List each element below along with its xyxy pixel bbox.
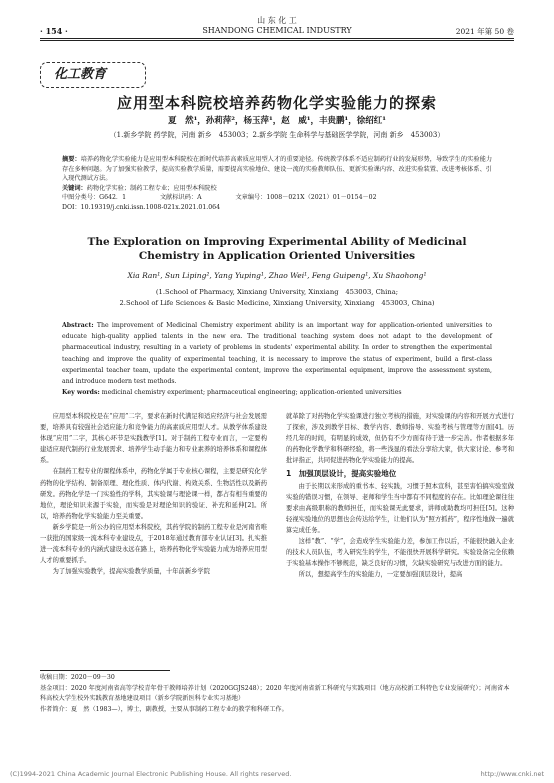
keywords-cn — [62, 184, 492, 194]
abstract-cn-paragraph — [62, 155, 492, 184]
abstract-en-text: The improvement of Medicinal Chemistry experiment ability is an important way for application-oriented universities to educate high-quality applied talents in the new era. The traditional teaching system does not adapt to the development of pharmaceutical industry, resulting in a variety of problems in students' experimental ability. In order to strengthen the experimental teaching and improve the quality of experimental teaching, it is necessary to improve the status of experiment, build a first-class experimental teacher team, update the experimental content, improve the experimental equipment, improve the assessment system, and introduce modern test methods. — [62, 322, 493, 386]
body-left-column — [40, 411, 267, 577]
copyright-text: (C)1994-2021 China Academic Journal Electronic Publishing House. All rights reserved. — [10, 770, 292, 778]
footnote-funding: 基金项目：2020 年度河南省高等学校青年骨干教师培养计划（2020GGJS248）；2020 年度河南省新工科研究与实践项目（地方高校新工科特色专业发展研究）；河南省本科高校大学生校外实践教育基地建设项目（新乡学院新医科专业实习基地） — [40, 684, 510, 702]
authors-en: Xia Ran¹, Sun Liping², Yang Yuping¹, Zhao Wei¹, Feng Guipeng¹, Xu Shaohong¹ — [127, 271, 427, 280]
cnki-link[interactable]: http://www.cnki.net — [480, 770, 544, 778]
keywords-en — [62, 387, 492, 398]
body-paragraph: 就革除了对药物化学实验课进行独立考核的措施，对实验课的内容和开展方式进行了探索，涉及到教学目标、教学内容、教师指导、实验考核与管理等方面[4]。历经几年的时间，有明显的成效，但仍有不少方面有待于进一步完善。作者根据多年的药物化学教学和科研经验，将一些浅显的看法分享给大家，供大家讨论、参考和批评指正，共同促进药物化学实验能力的提高。 — [286, 413, 514, 465]
page-number: · 154 · — [40, 26, 68, 36]
keywords-en-text: medicinal chemistry experiment; pharmaceutical engineering; application-oriented universities — [101, 389, 402, 397]
body-paragraph: 为了加强实验教学，提高实验教学质量，十年前新乡学院 — [52, 568, 211, 576]
journal-name-en: SHANDONG CHEMICAL INDUSTRY — [202, 26, 352, 35]
classification-line — [62, 193, 492, 203]
abstract-en-label: Abstract: — [62, 322, 94, 329]
article-title-en: The Exploration on Improving Experimental Ability of Medicinal Chemistry in Application Oriented Universities — [87, 236, 467, 262]
article-title-cn: 应用型本科院校培养药物化学实验能力的探索 — [116, 94, 437, 112]
affiliation-cn: （1.新乡学院 药学院，河南 新乡 453003；2.新乡学院 生命科学与基础医学学院，河南 新乡 453003） — [109, 131, 445, 139]
section-heading: 1 加强顶层设计，提高实验地位 — [286, 469, 397, 479]
document-code: 文献标识码：A — [159, 194, 202, 201]
footnotes — [40, 673, 514, 715]
abstract-en-paragraph — [62, 320, 492, 387]
issue-info: 2021 年第 50 卷 — [455, 27, 514, 36]
body-paragraph: 应用型本科院校是在“应用”二字，要求在新时代满足和适应经济与社会发展需要，培养具有较强社会适应能力和竞争能力的高素质应用型人才。从教学体系建设体现“应用”二字，其核心环节是实践教学[1]。对于制药工程专业而言，一定要构建适应现代制药行业发展需求、培养学生动手能力和专业素养的培养体系和课程体系。 — [40, 413, 267, 465]
clc-number: 中图分类号：G642．1 — [62, 194, 127, 201]
doi: DOI：10.19319/j.cnki.issn.1008-021x.2021.01.064 — [62, 203, 221, 211]
abstract-cn-block — [62, 155, 492, 212]
body-paragraph: 由于长期以来形成的重书本、轻实践，习惯于照本宣科，甚至害怕搞实验室做实验的错误习惯，在领导、老师和学生当中都有不同程度的存在。比如理论课往往要求由高级职称的教师担任，而实验课无此要求，讲师或助教均可担任[5]。这种轻视实验地位的思想也会传达给学生，让他们认为“照方抓药”，程序性地做一遍就算完成任务。 — [286, 482, 514, 534]
body-right-column — [286, 411, 514, 580]
body-paragraph: 新乡学院是一所公办的应用型本科院校，其药学院的制药工程专业是河南省唯一获批的国家级一流本科专业建设点，于2018年通过教育部专业认证[3]。扎实推进一流本科专业的内涵式建设永远在路上，培养药物化学实验能力成为培养应用型人才的重要抓手。 — [40, 523, 267, 565]
header-rule-thin — [40, 40, 514, 41]
affiliation-en-line-2: 2.School of Life Sciences & Basic Medicine, Xinxiang University, Xinxiang 453003, China) — [119, 299, 435, 307]
copyright-footer — [10, 770, 544, 778]
keywords-cn-label: 关键词： — [62, 184, 87, 192]
abstract-cn-label: 摘要： — [62, 156, 81, 163]
body-paragraph: 这样“教”、“学”，会造成学生实验能力差，参加工作以后，不能很快融入企业的技术人员队伍，考入研究生的学生，不能很快开展科学研究。实验设备完全依赖于实验基本操作不够规范，缺乏良好的习惯，欠缺实验研究与改进方面的能力。 — [286, 538, 514, 568]
abstract-en-block — [62, 320, 492, 398]
authors-cn: 夏 然¹，孙莉萍²，杨玉萍¹，赵 威¹，丰贵鹏¹，徐绍红¹ — [168, 116, 386, 126]
footnote-author: 作者简介：夏 然（1983—），博士，副教授，主要从事制药工程专业的教学和科研工作。 — [40, 705, 288, 713]
column-label: 化工教育 — [54, 67, 107, 82]
keywords-en-label: Key words: — [62, 389, 100, 397]
footnote-rule — [40, 670, 170, 671]
affiliation-en-line-1: (1.School of Pharmacy, Xinxiang University, Xinxiang 453003, China; — [155, 288, 399, 296]
journal-name-cn: 山 东 化 工 — [257, 16, 297, 25]
header-rule — [40, 38, 514, 39]
keywords-cn-text: 药物化学实验；制药工程专业；应用型本科院校 — [86, 184, 217, 192]
abstract-cn-text: 培养药物化学实验能力是应用型本科院校在新时代培养高素质应用型人才的重要途径。传统教学体系不适应制药行业的发展形势，导致学生的实验能力存在多种问题。为了加强实验教学，提高实验教学质量，需要提高实验地位、建设一流的实验教师队伍、更新实验课内容、改进实验装置、改进考核体系、引入现代测试方法。 — [62, 156, 493, 182]
footnote-received: 收稿日期：2020－09－30 — [40, 674, 115, 681]
body-paragraph: 所以，想提高学生的实验能力，一定要加强顶层设计，提高 — [298, 571, 463, 579]
article-number: 文章编号：1008－021X（2021）01－0154－02 — [235, 194, 377, 201]
body-paragraph: 在制药工程专业的课程体系中，药物化学属于专业核心课程，主要是研究化学药物的化学结构、制备原理、理化性质、体内代谢、构效关系、生物活性以及新药研发。药物化学是一门实验性的学科，其实验课与理论课一样，都占有相当重要的地位，理论知识来源于实验，而实验是对理论知识的验证、补充和延伸[2]。所以，培养药物化学实验能力至关重要。 — [40, 468, 267, 520]
affiliation-en — [40, 287, 514, 309]
